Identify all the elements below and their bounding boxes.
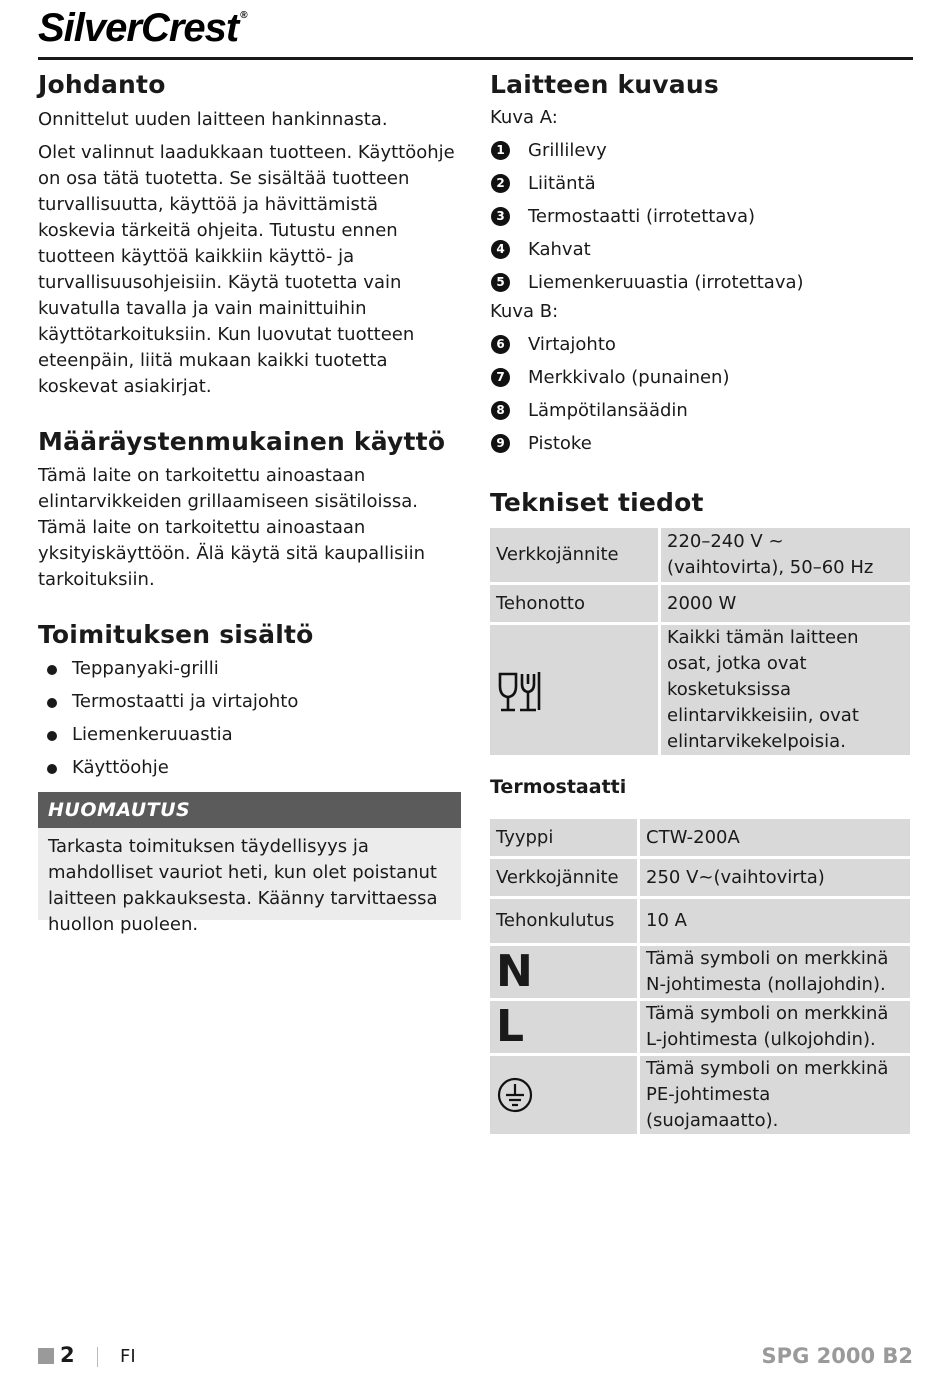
table-cell: CTW-200A bbox=[640, 819, 910, 856]
list-item: 3 Termostaatti (irrotettava) bbox=[490, 200, 913, 233]
part-number-badge: 3 bbox=[491, 207, 510, 226]
table-row bbox=[490, 528, 910, 582]
figure-a-label: Kuva A: bbox=[490, 107, 558, 128]
delivery-heading: Toimituksen sisältö bbox=[38, 620, 314, 649]
footer-square bbox=[38, 1348, 54, 1364]
list-item: 1 Grillilevy bbox=[490, 134, 913, 167]
intro-p1: Onnittelut uuden laitteen hankinnasta. bbox=[38, 109, 388, 130]
parts-list-b bbox=[490, 328, 913, 460]
table-cell: 220–240 V ~ (vaihtovirta), 50–60 Hz bbox=[661, 528, 910, 582]
table-row bbox=[490, 946, 910, 998]
table-row bbox=[490, 1001, 910, 1053]
part-number-badge: 8 bbox=[491, 401, 510, 420]
table-cell: Tämä symboli on merkkinä PE-johtimesta (suojamaatto). bbox=[640, 1056, 910, 1134]
right-column bbox=[490, 70, 913, 1137]
list-item: Termostaatti ja virtajohto bbox=[38, 685, 461, 718]
part-number-badge: 1 bbox=[491, 141, 510, 160]
use-text: Tämä laite on tarkoitettu ainoastaan elintarvikkeiden grillaamiseen sisätiloissa. Tämä laite on tarkoitettu ainoastaan yksityiskäyttöön. Älä käytä sitä kaupallisiin tarkoituksiin. bbox=[38, 465, 425, 590]
part-number-badge: 9 bbox=[491, 434, 510, 453]
table-cell bbox=[490, 1056, 637, 1134]
table-cell: Verkkojännite bbox=[490, 859, 637, 896]
part-number-badge: 5 bbox=[491, 273, 510, 292]
n-symbol: N bbox=[490, 946, 637, 998]
use-heading: Määräystenmukainen käyttö bbox=[38, 427, 446, 456]
intro-p2: Olet valinnut laadukkaan tuotteen. Käyttöohje on osa tätä tuotetta. Se sisältää tuotteen turvallisuutta, käyttöä ja hävittämistä koskevia tärkeitä ohjeita. Tutustu ennen tuotteen käyttöä kaikkiin käyttö- ja turvallisuusohjeisiin. Käytä tuotetta vain kuvatulla tavalla ja vain mainittuihin käyttötarkoituksiin. Kun luovutat tuotteen eteenpäin, liitä mukaan kaikki tuotetta koskevat asiakirjat. bbox=[38, 142, 455, 397]
list-item: 4 Kahvat bbox=[490, 233, 913, 266]
delivery-list bbox=[38, 652, 461, 784]
thermo-heading: Termostaatti bbox=[490, 776, 627, 798]
page-number: 2 bbox=[60, 1343, 75, 1367]
table-cell: Tyyppi bbox=[490, 819, 637, 856]
list-item: 8 Lämpötilansäädin bbox=[490, 394, 913, 427]
food-safe-icon bbox=[496, 664, 544, 716]
intro-heading: Johdanto bbox=[38, 70, 166, 99]
list-item: Liemenkeruuastia bbox=[38, 718, 461, 751]
table-row bbox=[490, 1056, 910, 1134]
table-cell: Verkkojännite bbox=[490, 528, 658, 582]
table-cell: 2000 W bbox=[661, 585, 910, 622]
list-item: 9 Pistoke bbox=[490, 427, 913, 460]
table-cell: 250 V~(vaihtovirta) bbox=[640, 859, 910, 896]
table-cell: 10 A bbox=[640, 899, 910, 943]
part-number-badge: 6 bbox=[491, 335, 510, 354]
thermo-table bbox=[487, 816, 913, 1137]
note-box bbox=[38, 792, 461, 935]
table-cell: Tehonotto bbox=[490, 585, 658, 622]
tech-heading: Tekniset tiedot bbox=[490, 488, 704, 517]
note-text: Tarkasta toimituksen täydellisyys ja mahdolliset vauriot heti, kun olet poistanut laitteen pakkauksesta. Käänny tarvittaessa huollon puoleen. bbox=[38, 828, 461, 920]
tech-table bbox=[487, 525, 913, 758]
language-code: FI bbox=[120, 1346, 136, 1367]
ground-symbol-icon bbox=[496, 1076, 534, 1114]
table-cell: Tämä symboli on merkkinä L-johtimesta (ulkojohdin). bbox=[640, 1001, 910, 1053]
list-item: Teppanyaki-grilli bbox=[38, 652, 461, 685]
left-column bbox=[38, 70, 461, 935]
figure-b-label: Kuva B: bbox=[490, 301, 559, 322]
table-row bbox=[490, 625, 910, 755]
note-title: HUOMAUTUS bbox=[38, 792, 461, 828]
table-row bbox=[490, 585, 910, 622]
list-item: 2 Liitäntä bbox=[490, 167, 913, 200]
table-cell bbox=[490, 625, 658, 755]
table-row bbox=[490, 819, 910, 856]
list-item: 5 Liemenkeruuastia (irrotettava) bbox=[490, 266, 913, 299]
parts-list-a bbox=[490, 134, 913, 299]
part-number-badge: 2 bbox=[491, 174, 510, 193]
footer-divider bbox=[97, 1347, 98, 1367]
list-item: 7 Merkkivalo (punainen) bbox=[490, 361, 913, 394]
desc-heading: Laitteen kuvaus bbox=[490, 70, 719, 99]
header-rule bbox=[38, 57, 913, 60]
table-cell: Kaikki tämän laitteen osat, jotka ovat kosketuksissa elintarvikkeisiin, ovat elintarvikekelpoisia. bbox=[661, 625, 910, 755]
list-item: 6 Virtajohto bbox=[490, 328, 913, 361]
table-row bbox=[490, 899, 910, 943]
table-cell: Tämä symboli on merkkinä N-johtimesta (nollajohdin). bbox=[640, 946, 910, 998]
model-number: SPG 2000 B2 bbox=[761, 1344, 913, 1368]
list-item: Käyttöohje bbox=[38, 751, 461, 784]
table-row bbox=[490, 859, 910, 896]
table-cell: Tehonkulutus bbox=[490, 899, 637, 943]
part-number-badge: 7 bbox=[491, 368, 510, 387]
part-number-badge: 4 bbox=[491, 240, 510, 259]
l-symbol: L bbox=[490, 1001, 637, 1053]
brand-logo: SilverCrest ® bbox=[38, 6, 247, 50]
